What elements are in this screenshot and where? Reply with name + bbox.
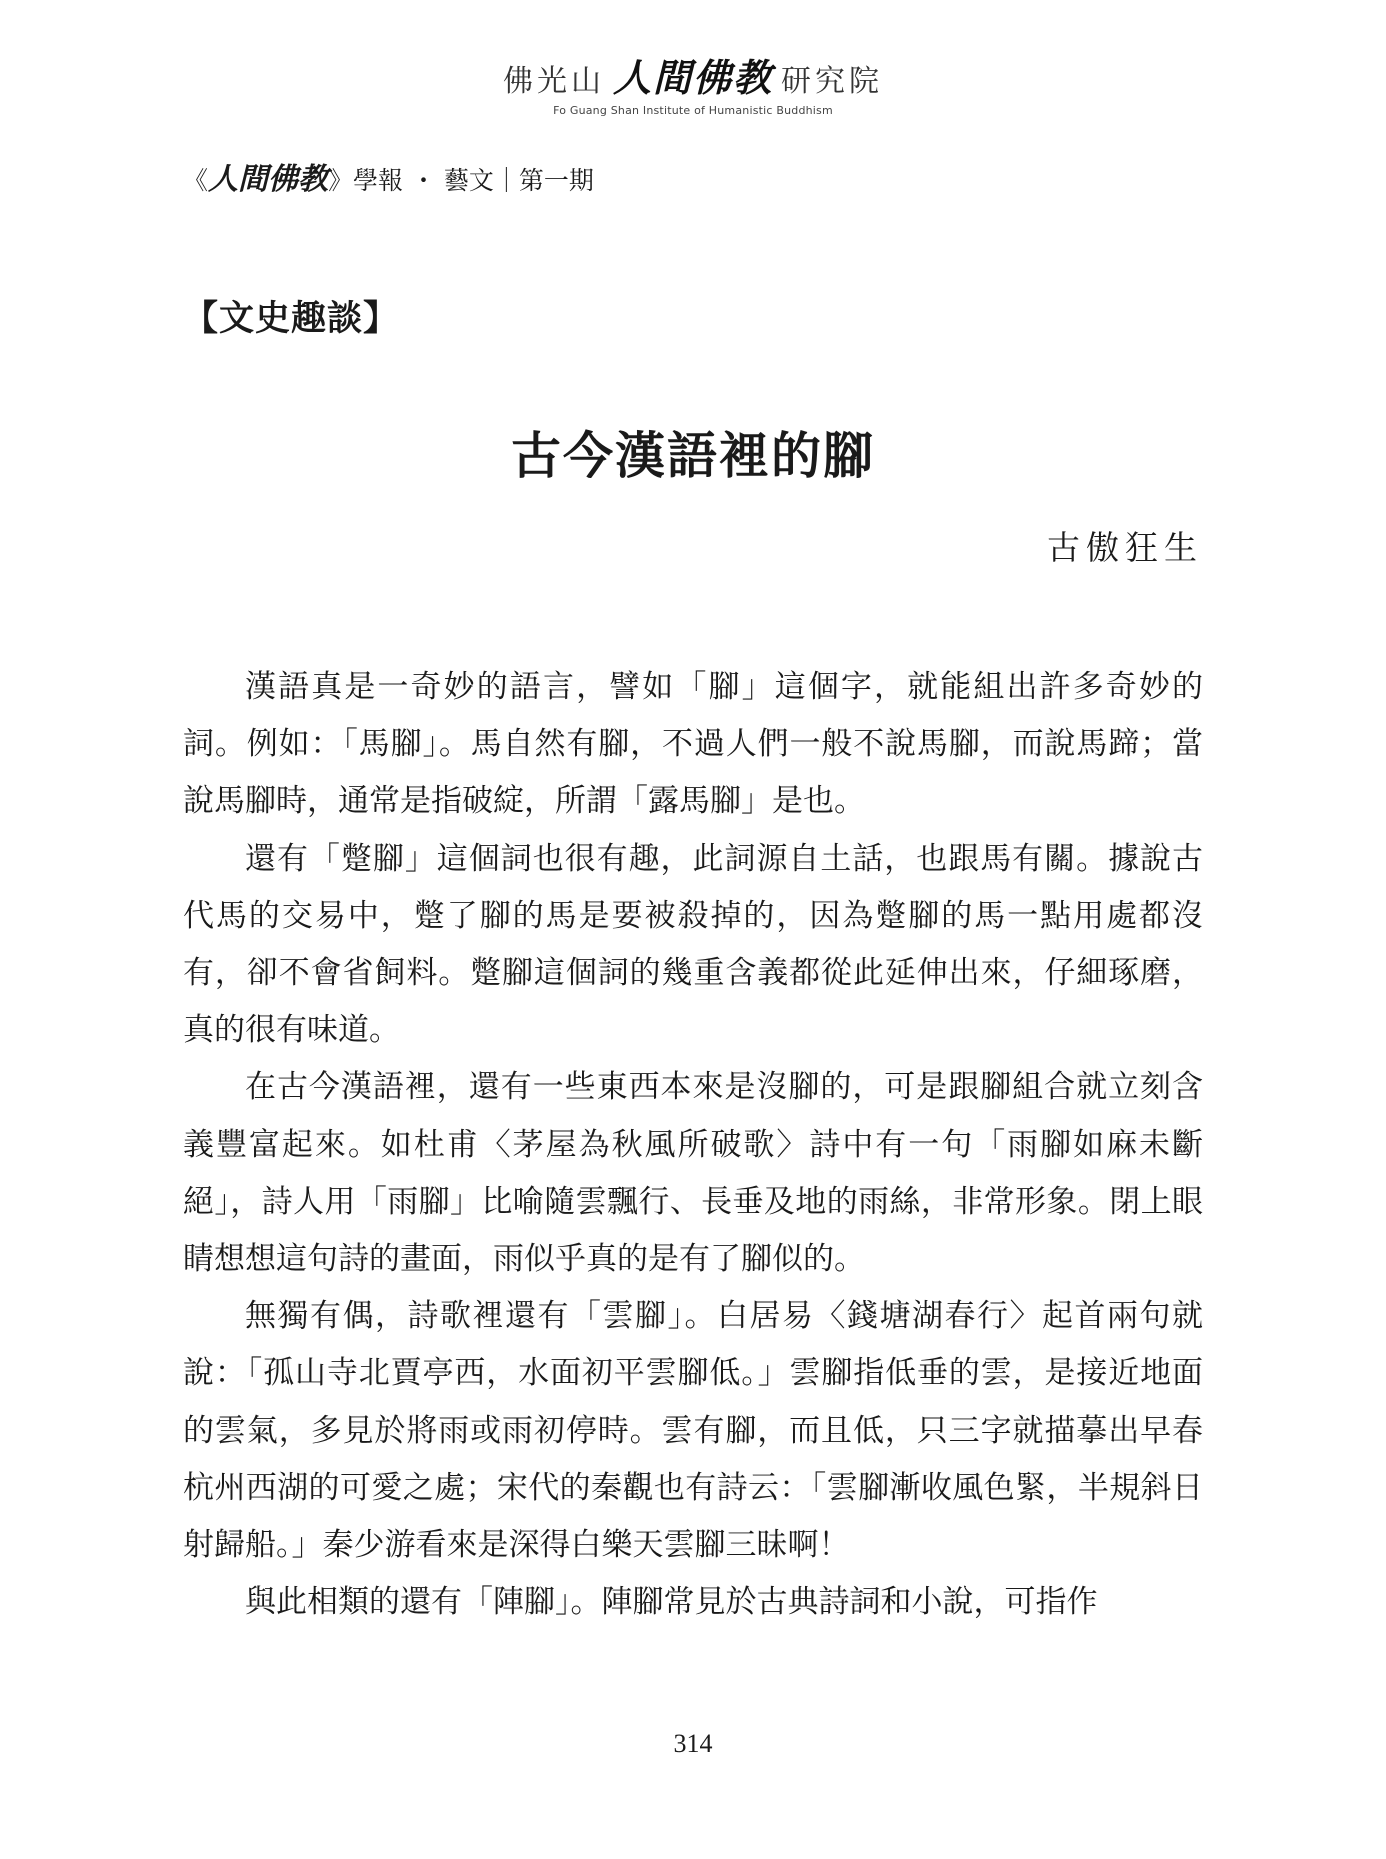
body-paragraph: 還有「蹩腳」這個詞也很有趣，此詞源自土話，也跟馬有關。據說古代馬的交易中，蹩了腳的馬是要被殺掉的，因為蹩腳的馬一點用處都沒有，卻不會省飼料。蹩腳這個詞的幾重含義都從此延伸出來，仔細琢磨，真的很有味道。 [183,840,1203,1049]
running-header-brand: 人間佛教 [208,162,329,197]
article-author: 古傲狂生 [1047,528,1203,567]
running-header-close-bracket: 》 [328,166,354,195]
institute-name-suffix: 研究院 [781,64,883,99]
institute-name-prefix: 佛光山 [502,64,605,99]
page-number: 314 [673,1729,713,1758]
running-header [183,160,594,201]
institute-name [0,55,1386,102]
body-paragraph: 漢語真是一奇妙的語言，譬如「腳」這個字，就能組出許多奇妙的詞。例如：「馬腳」。馬自然有腳，不過人們一般不說馬腳，而說馬蹄；當說馬腳時，通常是指破綻，所謂「露馬腳」是也。 [183,669,1203,820]
humanistic-buddhism-logo: 人間佛教 [612,55,773,100]
body-paragraph: 與此相類的還有「陣腳」。陣腳常見於古典詩詞和小說，可指作 [245,1584,1098,1621]
body-paragraph: 無獨有偶，詩歌裡還有「雲腳」。白居易〈錢塘湖春行〉起首兩句就說：「孤山寺北賈亭西，水面初平雲腳低。」雲腳指低垂的雲，是接近地面的雲氣，多見於將雨或雨初停時。雲有腳，而且低，只三字就描摹出早春杭州西湖的可愛之處；宋代的秦觀也有詩云：「雲腳漸收風色緊，半規斜日射歸船。」秦少游看來是深得白樂天雲腳三昧啊！ [183,1298,1203,1564]
body-paragraph: 在古今漢語裡，還有一些東西本來是沒腳的，可是跟腳組合就立刻含義豐富起來。如杜甫〈茅屋為秋風所破歌〉詩中有一句「雨腳如麻未斷絕」，詩人用「雨腳」比喻隨雲飄行、長垂及地的雨絲，非常形象。閉上眼睛想想這句詩的畫面，雨似乎真的是有了腳似的。 [183,1069,1203,1278]
running-header-open-bracket: 《 [183,166,209,195]
article-title: 古今漢語裡的腳 [511,426,875,485]
running-header-journal-info: 學報 ・ 藝文｜第一期 [353,166,594,195]
article-body [183,659,1203,1631]
institute-english-name: Fo Guang Shan Institute of Humanistic Buddhism [553,104,833,117]
section-label: 【文史趣談】 [183,298,400,339]
institute-masthead [0,55,1386,117]
